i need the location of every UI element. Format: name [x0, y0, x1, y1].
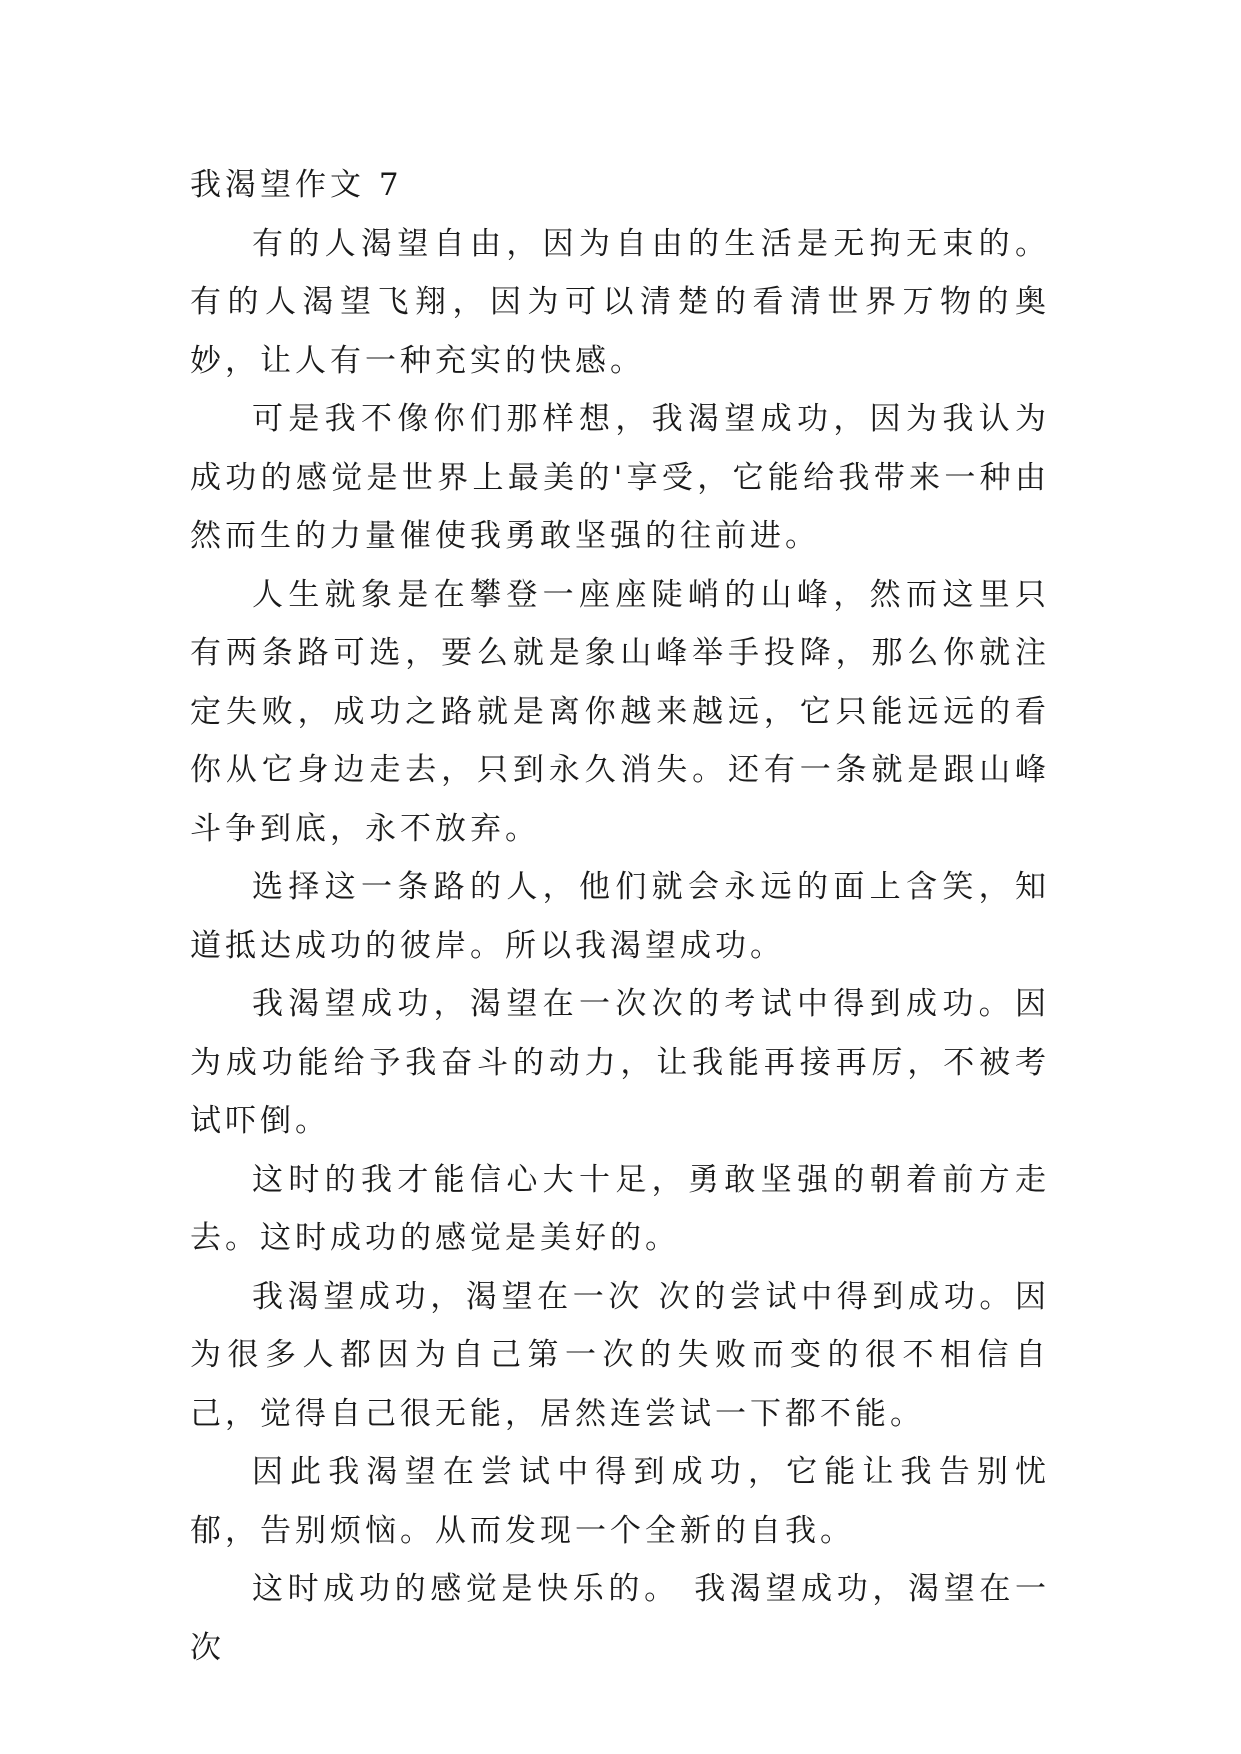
paragraph: 我渴望成功，渴望在一次次的考试中得到成功。因为成功能给予我奋斗的动力，让我能再接再厉，不被考试吓倒。	[190, 986, 1050, 1139]
paragraph: 这时成功的感觉是快乐的。 我渴望成功，渴望在一次	[190, 1571, 1050, 1666]
document-title: 我渴望作文 7	[190, 167, 403, 203]
paragraph: 有的人渴望自由，因为自由的生活是无拘无束的。有的人渴望飞翔，因为可以清楚的看清世界万物的奥妙，让人有一种充实的快感。	[190, 225, 1050, 379]
paragraph: 可是我不像你们那样想，我渴望成功，因为我认为成功的感觉是世界上最美的'享受，它能给我带来一种由然而生的力量催使我勇敢坚强的往前进。	[190, 401, 1050, 554]
paragraph: 选择这一条路的人，他们就会永远的面上含笑，知道抵达成功的彼岸。所以我渴望成功。	[190, 869, 1050, 964]
paragraph: 这时的我才能信心大十足，勇敢坚强的朝着前方走去。这时成功的感觉是美好的。	[190, 1161, 1050, 1256]
paragraph: 我渴望成功，渴望在一次 次的尝试中得到成功。因为很多人都因为自己第一次的失败而变的很不相信自己，觉得自己很无能，居然连尝试一下都不能。	[190, 1278, 1050, 1432]
paragraph: 人生就象是在攀登一座座陡峭的山峰，然而这里只有两条路可选，要么就是象山峰举手投降，那么你就注定失败，成功之路就是离你越来越远，它只能远远的看你从它身边走去，只到永久消失。还有一条就是跟山峰斗争到底，永不放弃。	[190, 576, 1050, 847]
paragraph: 因此我渴望在尝试中得到成功，它能让我告别忧郁，告别烦恼。从而发现一个全新的自我。	[190, 1454, 1050, 1549]
document-body	[190, 156, 1050, 1677]
